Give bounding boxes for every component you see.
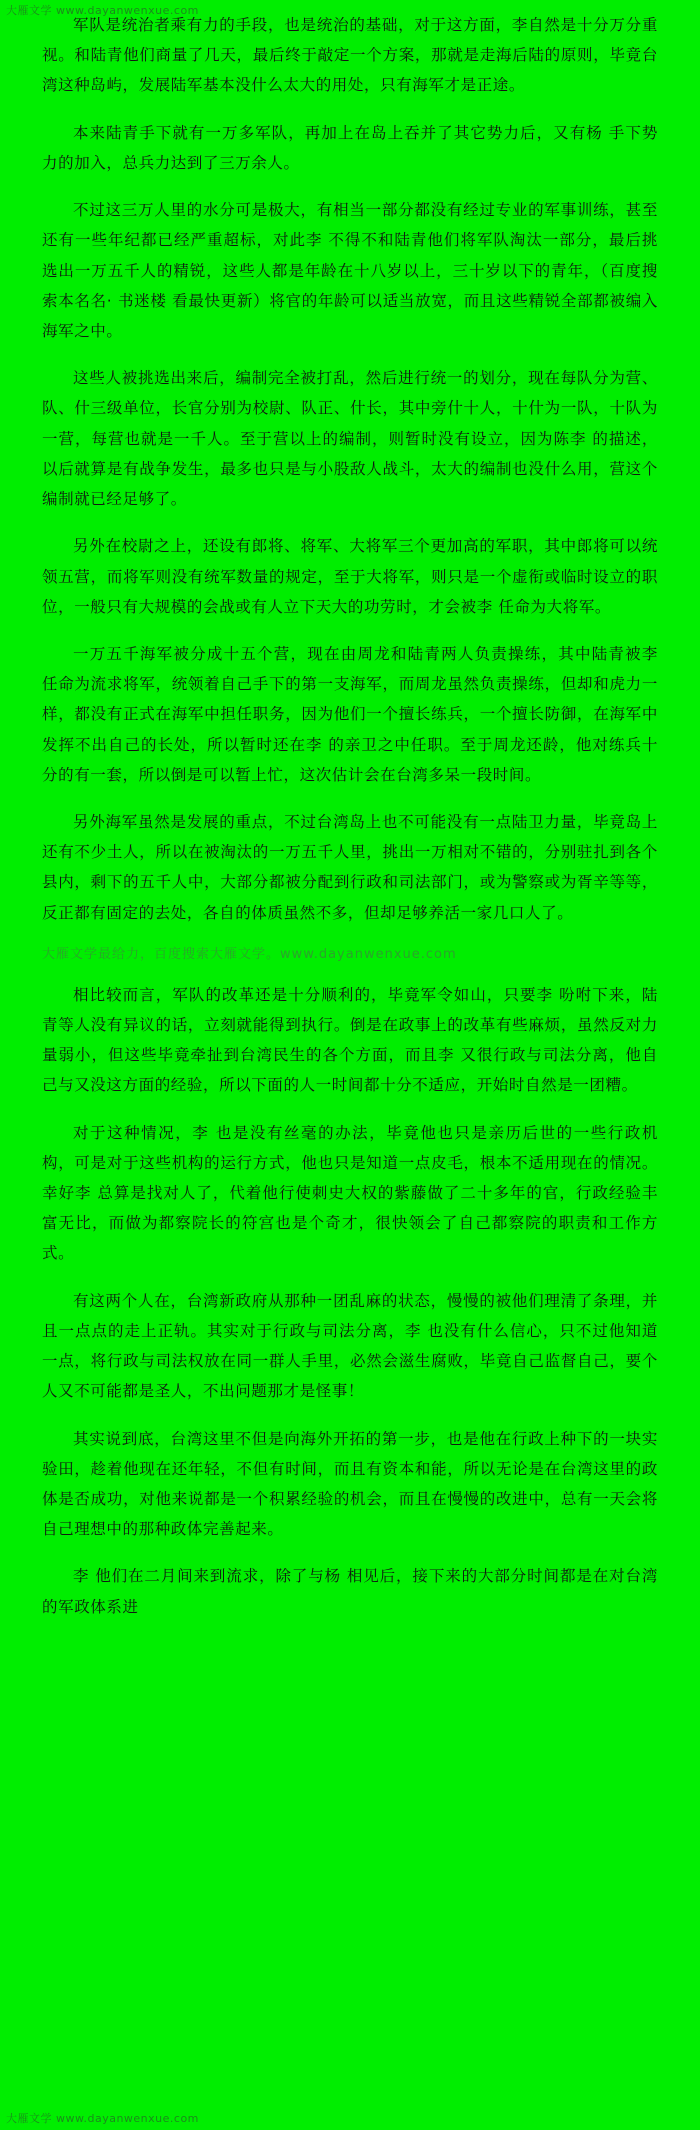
paragraph: 对于这种情况，李 也是没有丝毫的办法，毕竟他也只是亲历后世的一些行政机构，可是对于这些机构的运行方式，他也只是知道一点皮毛，根本不适用现在的情况。幸好李 总算是找对人了，代着他行使刺史大权的紫藤做了二十多年的官，行政经验丰富无比，而做为都察院长的符宫也是个奇才，很快领会了自己都察院的职责和工作方式。 <box>42 1123 658 1263</box>
article-body <box>42 10 658 1622</box>
watermark-top: 大雁文学 www.dayanwenxue.com <box>6 4 199 17</box>
paragraph: 有这两个人在，台湾新政府从那种一团乱麻的状态，慢慢的被他们理清了条理，并且一点点的走上正轨。其实对于行政与司法分离，李 也没有什么信心，只不过他知道一点，将行政与司法权放在同一群人手里，必然会滋生腐败，毕竟自己监督自己，要个人又不可能都是圣人，不出问题那才是怪事！ <box>42 1291 658 1401</box>
paragraph: 本来陆青手下就有一万多军队，再加上在岛上吞并了其它势力后，又有杨 手下势力的加入，总兵力达到了三万余人。 <box>42 123 658 172</box>
paragraph: 相比较而言，军队的改革还是十分顺利的，毕竟军令如山，只要李 吩咐下来，陆青等人没有异议的话，立刻就能得到执行。倒是在政事上的改革有些麻烦，虽然反对力量弱小，但这些毕竟牵扯到台湾民生的各个方面，而且李 又很行政与司法分离，他自己与又没这方面的经验，所以下面的人一时间都十分不适应，开始时自然是一团糟。 <box>42 985 658 1095</box>
watermark-bottom: 大雁文学 www.dayanwenxue.com <box>6 2112 199 2125</box>
paragraph: 其实说到底，台湾这里不但是向海外开拓的第一步，也是他在行政上种下的一块实验田，趁着他现在还年轻，不但有时间，而且有资本和能，所以无论是在台湾这里的政体是否成功，对他来说都是一个积累经验的机会，而且在慢慢的改进中，总有一天会将自己理想中的那种政体完善起来。 <box>42 1429 658 1539</box>
paragraph: 一万五千海军被分成十五个营，现在由周龙和陆青两人负责操练，其中陆青被李 任命为流求将军，统领着自己手下的第一支海军，而周龙虽然负责操练，但却和虎力一样，都没有正式在海军中担任职务，因为他们一个擅长练兵，一个擅长防御，在海军中发挥不出自己的长处，所以暂时还在李 的亲卫之中任职。至于周龙还龄，他对练兵十分的有一套，所以倒是可以暂上忙，这次估计会在台湾多呆一段时间。 <box>42 644 658 784</box>
paragraph: 不过这三万人里的水分可是极大，有相当一部分都没有经过专业的军事训练，甚至还有一些年纪都已经严重超标，对此李 不得不和陆青他们将军队淘汰一部分，最后挑选出一万五千人的精锐，这些人都是年龄在十八岁以上，三十岁以下的青年，（百度搜索本名名· 书迷楼 看最快更新）将官的年龄可以适当放宽，而且这些精锐全部都被编入海军之中。 <box>42 201 658 340</box>
paragraph: 另外在校尉之上，还设有郎将、将军、大将军三个更加高的军职，其中郎将可以统领五营，而将军则没有统军数量的规定，至于大将军，则只是一个虚衔或临时设立的职位，一般只有大规模的会战或有人立下天大的功劳时，才会被李 任命为大将军。 <box>42 537 658 616</box>
paragraph: 军队是统治者乘有力的手段，也是统治的基础，对于这方面，李自然是十分万分重视。和陆青他们商量了几天，最后终于敲定一个方案，那就是走海后陆的原则，毕竟台湾这种岛屿，发展陆军基本没什么太大的用处，只有海军才是正途。 <box>42 16 658 95</box>
paragraph: 这些人被挑选出来后，编制完全被打乱，然后进行统一的划分，现在每队分为营、队、什三级单位，长官分别为校尉、队正、什长，其中旁什十人，十什为一队，十队为一营，每营也就是一千人。至于营以上的编制，则暂时没有设立，因为陈李 的描述，以后就算是有战争发生，最多也只是与小股敌人战斗，太大的编制也没什么用，营这个编制就已经足够了。 <box>42 369 658 509</box>
paragraph: 李 他们在二月间来到流求，除了与杨 相见后，接下来的大部分时间都是在对台湾的军政体系进 <box>42 1567 658 1616</box>
paragraph: 另外海军虽然是发展的重点，不过台湾岛上也不可能没有一点陆卫力量，毕竟岛上还有不少土人，所以在被淘汰的一万五千人里，挑出一万相对不错的，分别驻扎到各个县内，剩下的五千人中，大部分都被分配到行政和司法部门，或为警察或为胥辛等等，反正都有固定的去处，各自的体质虽然不多，但却足够养活一家几口人了。 <box>42 813 658 922</box>
watermark-middle: 大雁文学最给力，百度搜索大雁文学。www.dayanwenxue.com <box>42 946 457 962</box>
